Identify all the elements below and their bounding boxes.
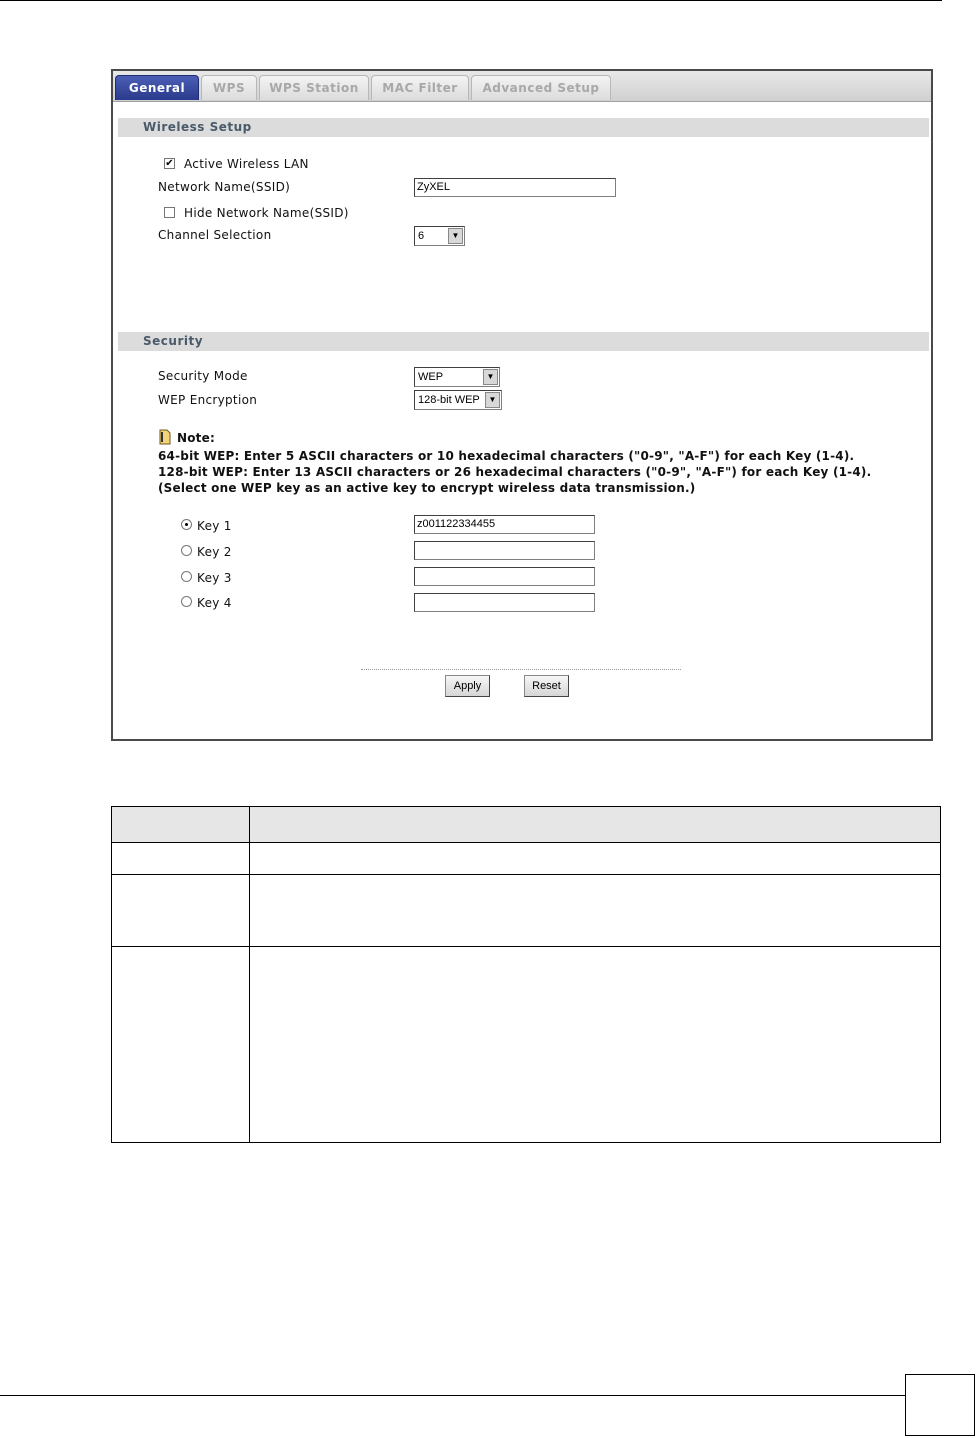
security-mode-select[interactable] [414,367,500,387]
ssid-input[interactable]: ZyXEL [414,178,616,197]
footer-rule [0,1395,905,1396]
wep-encryption-select[interactable] [414,390,502,410]
button-divider [361,669,681,670]
tab-bar [113,71,931,102]
security-mode-value: WEP [418,371,444,383]
hide-ssid-checkbox[interactable] [164,207,175,218]
key4-radio[interactable] [181,596,192,607]
tab-wps-station[interactable]: WPS Station [259,75,369,100]
active-wlan-checkbox[interactable]: ✔ [165,158,174,169]
key1-input[interactable]: z001122334455 [414,515,595,534]
wireless-general-screen [111,69,933,741]
channel-value: 6 [418,230,425,242]
description-table [111,806,941,1143]
chevron-down-icon[interactable]: ▼ [483,369,498,385]
key3-input[interactable] [414,567,595,586]
section-security: Security [118,332,929,351]
wep-encryption-label: WEP Encryption [158,393,258,407]
table-header-row [112,807,940,843]
note-line-64bit: 64-bit WEP: Enter 5 ASCII characters or 10 hexadecimal characters ("0-9", "A-F") for each Key (1-4). [158,449,855,463]
chevron-down-icon[interactable]: ▼ [448,228,463,244]
tab-general[interactable]: General [115,75,199,100]
reset-button[interactable]: Reset [524,675,569,697]
page-number-box [905,1374,975,1436]
key2-input[interactable] [414,541,595,560]
tab-mac-filter[interactable]: MAC Filter [371,75,469,100]
security-mode-label: Security Mode [158,369,248,383]
channel-label: Channel Selection [158,228,272,242]
table-row [112,843,940,875]
key1-radio[interactable] [181,519,192,530]
key4-input[interactable] [414,593,595,612]
section-wireless-setup: Wireless Setup [118,118,929,137]
note-line-select: (Select one WEP key as an active key to encrypt wireless data transmission.) [158,481,696,495]
key2-radio[interactable] [181,545,192,556]
key4-label: Key 4 [197,596,232,610]
note-line-128bit: 128-bit WEP: Enter 13 ASCII characters or 26 hexadecimal characters ("0-9", "A-F") for each Key (1-4). [158,465,872,479]
table-column-divider [249,807,250,1142]
note-title: Note: [177,431,215,445]
tab-wps[interactable]: WPS [201,75,257,100]
hide-ssid-label: Hide Network Name(SSID) [184,206,349,220]
wep-encryption-value: 128-bit WEP [418,394,480,406]
channel-select[interactable] [414,226,465,246]
table-row [112,875,940,947]
key1-label: Key 1 [197,519,232,533]
key3-label: Key 3 [197,571,232,585]
note-icon [157,429,173,445]
header-rule [0,0,942,1]
key3-radio[interactable] [181,571,192,582]
tab-advanced-setup[interactable]: Advanced Setup [471,75,611,100]
active-wlan-label: Active Wireless LAN [184,157,309,171]
key2-label: Key 2 [197,545,232,559]
chevron-down-icon[interactable]: ▼ [485,392,500,408]
apply-button[interactable]: Apply [445,675,490,697]
ssid-label: Network Name(SSID) [158,180,291,194]
